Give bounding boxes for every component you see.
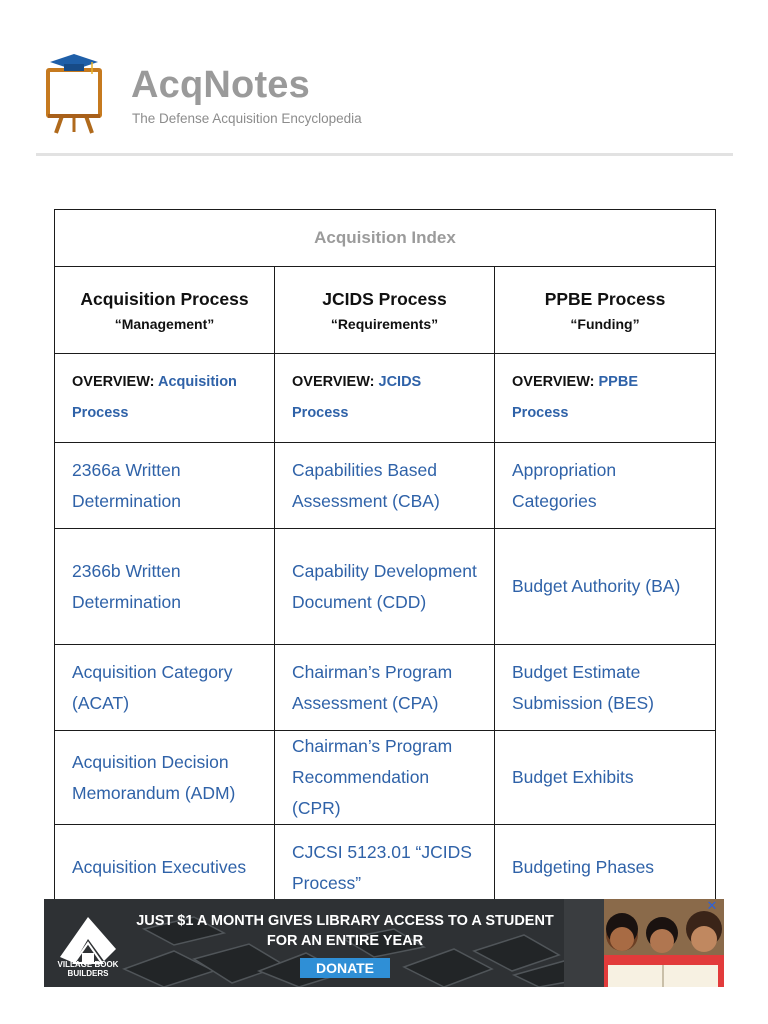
ad-headline: JUST $1 A MONTH GIVES LIBRARY ACCESS TO A STUDENT FOR AN ENTIRE YEAR	[136, 913, 554, 949]
column-subtitle: “Funding”	[570, 315, 640, 332]
children-reading-photo	[564, 899, 724, 987]
index-link[interactable]: Chairman’s Program Recommendation (CPR)	[292, 736, 453, 818]
index-link[interactable]: Appropriation Categories	[512, 459, 617, 511]
site-tagline: The Defense Acquisition Encyclopedia	[132, 111, 362, 126]
column-title: JCIDS Process	[322, 288, 447, 309]
overview-cell	[55, 354, 275, 443]
index-link[interactable]: Budget Authority (BA)	[512, 576, 681, 596]
overview-link-jcids[interactable]: JCIDS Process	[292, 374, 422, 421]
table-row	[55, 825, 716, 911]
column-header-jcids	[275, 267, 495, 354]
index-link[interactable]: CJCSI 5123.01 “JCIDS Process”	[292, 841, 472, 893]
index-link[interactable]: Acquisition Category (ACAT)	[72, 661, 233, 713]
table-row	[55, 731, 716, 825]
column-header-acquisition	[55, 267, 275, 354]
site-header	[0, 0, 768, 160]
overview-link-acquisition[interactable]: Acquisition Process	[72, 374, 237, 421]
acquisition-index-table	[54, 209, 716, 911]
overview-label: OVERVIEW:	[72, 374, 155, 390]
column-title: Acquisition Process	[80, 288, 249, 309]
ad-banner[interactable]	[44, 899, 724, 987]
index-link[interactable]: Acquisition Executives	[72, 857, 247, 877]
site-title[interactable]: AcqNotes	[131, 64, 310, 106]
index-link[interactable]: 2366a Written Determination	[72, 459, 181, 511]
index-link[interactable]: Budget Exhibits	[512, 767, 634, 787]
column-header-ppbe	[495, 267, 716, 354]
index-link[interactable]: Acquisition Decision Memorandum (ADM)	[72, 751, 236, 803]
index-link[interactable]: Capability Development Document (CDD)	[292, 560, 477, 612]
header-divider	[36, 153, 733, 156]
overview-cell	[495, 354, 716, 443]
index-link[interactable]: Chairman’s Program Assessment (CPA)	[292, 661, 453, 713]
easel-graduation-cap-logo[interactable]	[44, 54, 104, 134]
table-row	[55, 529, 716, 645]
column-subtitle: “Requirements”	[330, 315, 439, 332]
overview-label: OVERVIEW:	[292, 374, 375, 390]
ad-org-name: VILLAGE BOOK BUILDERS	[57, 960, 119, 978]
overview-link-ppbe[interactable]: PPBE Process	[512, 374, 638, 421]
table-title: Acquisition Index	[55, 210, 716, 267]
donate-button[interactable]: DONATE	[300, 958, 390, 978]
table-row	[55, 645, 716, 731]
close-icon[interactable]: ✕	[706, 899, 718, 913]
overview-cell	[275, 354, 495, 443]
table-row	[55, 443, 716, 529]
overview-label: OVERVIEW:	[512, 374, 595, 390]
index-link[interactable]: Budgeting Phases	[512, 857, 655, 877]
index-link[interactable]: 2366b Written Determination	[72, 560, 181, 612]
column-subtitle: “Management”	[114, 315, 215, 332]
index-link[interactable]: Capabilities Based Assessment (CBA)	[292, 459, 440, 511]
index-link[interactable]: Budget Estimate Submission (BES)	[512, 661, 654, 713]
column-title: PPBE Process	[544, 288, 666, 309]
